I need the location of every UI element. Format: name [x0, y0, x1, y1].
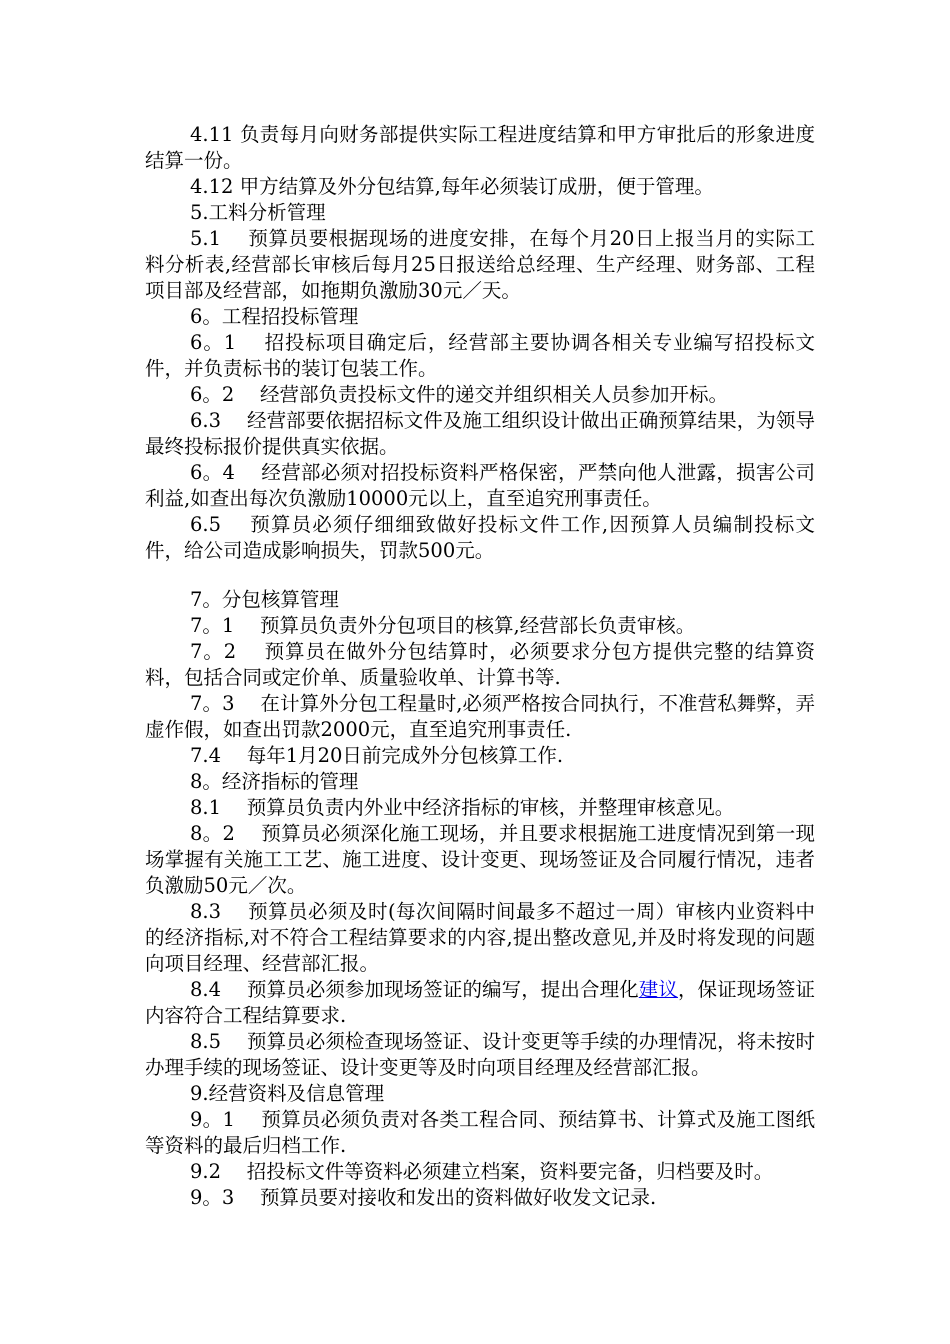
- paragraph-6-2: 6。2 经营部负责投标文件的递交并组织相关人员参加开标。: [190, 383, 729, 406]
- paragraph-8-3: 8.3 预算员必须及时(每次间隔时间最多不超过一周）审核内业资料中的经济指标,对不符合工程结算要求的内容,提出整改意见,并及时将发现的问题向项目经理、经营部汇报。: [145, 900, 815, 975]
- paragraph-8-1: 8.1 预算员负责内外业中经济指标的审核，并整理审核意见。: [190, 796, 735, 819]
- paragraph-7-1: 7。1 预算员负责外分包项目的核算,经营部长负责审核。: [190, 614, 696, 637]
- paragraph-9-3: 9。3 预算员要对接收和发出的资料做好收发文记录.: [190, 1186, 657, 1209]
- paragraph-9-1: 9。1 预算员必须负责对各类工程合同、预结算书、计算式及施工图纸等资料的最后归档工作.: [145, 1108, 815, 1157]
- paragraph-8-4-after: ，保证现场签证内容符合工程结算要求.: [145, 978, 815, 1027]
- section-heading-7: 7。分包核算管理: [190, 588, 339, 611]
- paragraph-5-1: 5.1 预算员要根据现场的进度安排，在每个月20日上报当月的实际工料分析表,经营部长审核后每月25日报送给总经理、生产经理、财务部、工程项目部及经营部，如拖期负激励30元／天。: [145, 227, 815, 302]
- paragraph-8-4-before: 8.4 预算员必须参加现场签证的编写，提出合理化: [190, 978, 639, 1001]
- section-heading-5: 5.工料分析管理: [190, 201, 326, 224]
- section-heading-6: 6。工程招投标管理: [190, 305, 359, 328]
- paragraph-7-3: 7。3 在计算外分包工程量时,必须严格按合同执行，不准营私舞弊，弄虚作假，如查出罚款2000元，直至追究刑事责任.: [145, 692, 815, 741]
- paragraph-7-4: 7.4 每年1月20日前完成外分包核算工作.: [190, 744, 564, 767]
- suggestion-link[interactable]: 建议: [638, 978, 678, 1001]
- paragraph-7-2: 7。2 预算员在做外分包结算时，必须要求分包方提供完整的结算资料，包括合同或定价单、质量验收单、计算书等.: [145, 640, 815, 689]
- paragraph-8-4: [145, 977, 815, 1029]
- paragraph-4-12: 4.12 甲方结算及外分包结算,每年必须装订成册，便于管理。: [190, 175, 714, 198]
- paragraph-6-5: 6.5 预算员必须仔细细致做好投标文件工作,因预算人员编制投标文件，给公司造成影响损失，罚款500元。: [145, 513, 815, 562]
- paragraph-6-3: 6.3 经营部要依据招标文件及施工组织设计做出正确预算结果，为领导最终投标报价提供真实依据。: [145, 409, 815, 458]
- blank-line: [145, 564, 815, 587]
- paragraph-4-11: 4.11 负责每月向财务部提供实际工程进度结算和甲方审批后的形象进度结算一份。: [145, 123, 815, 172]
- paragraph-8-2: 8。2 预算员必须深化施工现场，并且要求根据施工进度情况到第一现场掌握有关施工工艺、施工进度、设计变更、现场签证及合同履行情况，违者负激励50元／次。: [145, 822, 815, 897]
- section-heading-8: 8。经济指标的管理: [190, 770, 359, 793]
- paragraph-9-2: 9.2 招投标文件等资料必须建立档案，资料要完备，归档要及时。: [190, 1160, 774, 1183]
- paragraph-6-1: 6。1 招投标项目确定后，经营部主要协调各相关专业编写招投标文件，并负责标书的装订包装工作。: [145, 331, 815, 380]
- document-body: [145, 122, 815, 1211]
- section-heading-9: 9.经营资料及信息管理: [190, 1082, 385, 1105]
- paragraph-6-4: 6。4 经营部必须对招投标资料严格保密，严禁向他人泄露，损害公司利益,如查出每次负激励10000元以上，直至追究刑事责任。: [145, 461, 815, 510]
- paragraph-8-5: 8.5 预算员必须检查现场签证、设计变更等手续的办理情况，将未按时办理手续的现场签证、设计变更等及时向项目经理及经营部汇报。: [145, 1030, 815, 1079]
